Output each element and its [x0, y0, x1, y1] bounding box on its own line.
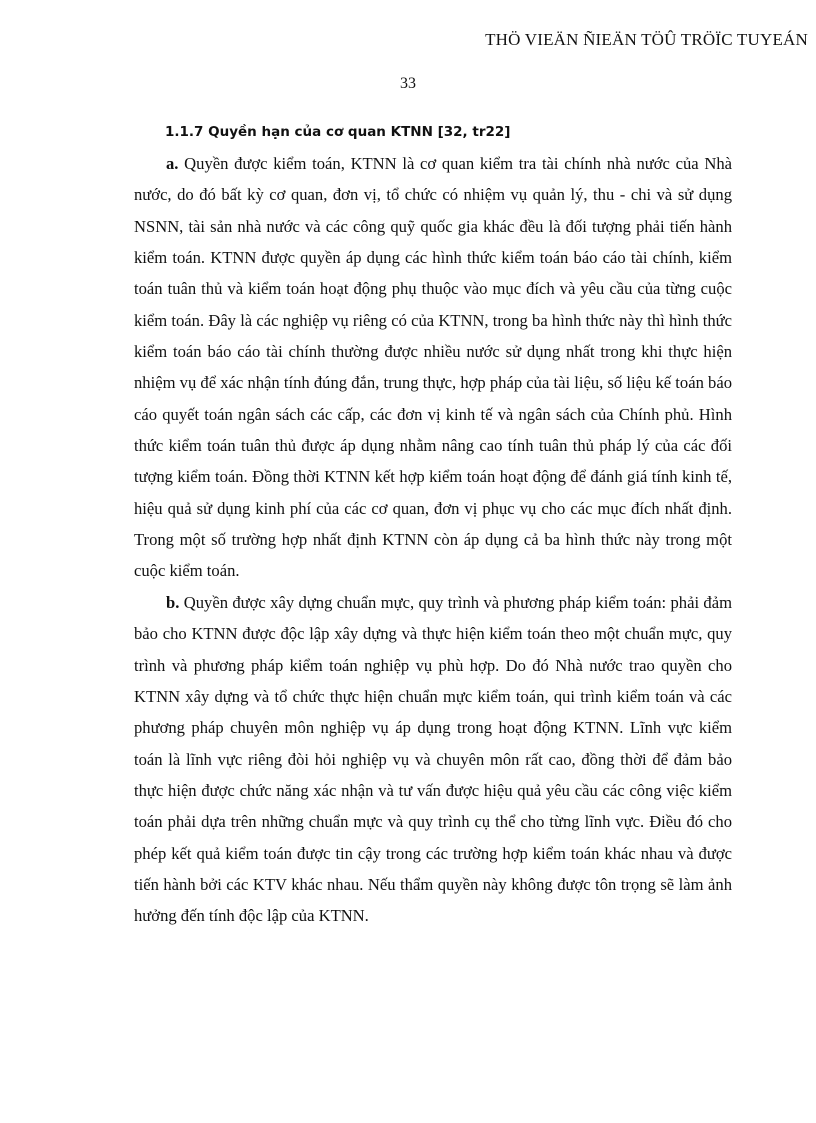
paragraph-b-text: Quyền được xây dựng chuẩn mực, quy trình và phương pháp kiểm toán: phải đảm bảo cho KTNN được độc lập xây dựng và thực hiện kiểm toán theo một chuẩn mực, quy trình và phương pháp kiểm toán nghiệp vụ phù hợp. Do đó Nhà nước trao quyền cho KTNN xây dựng và tổ chức thực hiện chuẩn mực kiểm toán, qui trình kiểm toán và các phương pháp chuyên môn nghiệp vụ áp dụng trong hoạt động KTNN. Lĩnh vực kiểm toán là lĩnh vực riêng đòi hỏi nghiệp vụ và chuyên môn rất cao, đồng thời để đảm bảo thực hiện được chức năng xác nhận và tư vấn được hiệu quả yêu cầu các công việc kiểm toán phải dựa trên những chuẩn mực và quy trình cụ thể cho từng lĩnh vực. Điều đó cho phép kết quả kiểm toán được tin cậy trong các trường hợp kiểm toán khác nhau và được tiến hành bởi các KTV khác nhau. Nếu thẩm quyền này không được tôn trọng sẽ làm ảnh hưởng đến tính độc lập của KTNN. [134, 592, 732, 926]
paragraph-b [134, 587, 732, 932]
document-body [134, 148, 732, 932]
paragraph-a-text: Quyền được kiểm toán, KTNN là cơ quan kiểm tra tài chính nhà nước của Nhà nước, do đó bất kỳ cơ quan, đơn vị, tổ chức có nhiệm vụ quản lý, thu - chi và sử dụng NSNN, tài sản nhà nước và các công quỹ quốc gia khác đều là đối tượng phải tiến hành kiểm toán. KTNN được quyền áp dụng các hình thức kiểm toán báo cáo tài chính, kiểm toán tuân thủ và kiểm toán hoạt động phụ thuộc vào mục đích và yêu cầu của từng cuộc kiểm toán. Đây là các nghiệp vụ riêng có của KTNN, trong ba hình thức này thì hình thức kiểm toán báo cáo tài chính thường được nhiều nước sử dụng nhất trong khi thực hiện nhiệm vụ để xác nhận tính đúng đắn, trung thực, hợp pháp của tài liệu, số liệu kế toán báo cáo quyết toán ngân sách các cấp, các đơn vị kinh tế và ngân sách của Chính phủ. Hình thức kiểm toán tuân thủ được áp dụng nhằm nâng cao tính tuân thủ pháp lý của các đối tượng kiểm toán. Đồng thời KTNN kết hợp kiểm toán hoạt động để đánh giá tính kinh tế, hiệu quả sử dụng kinh phí của các cơ quan, đơn vị phục vụ cho các mục đích nhất định. Trong một số trường hợp nhất định KTNN còn áp dụng cả ba hình thức này trong một cuộc kiểm toán. [134, 154, 732, 581]
running-header: THÖ VIEÄN ÑIEÄN TÖÛ TRÖÏC TUYEÁN [485, 30, 808, 49]
paragraph-a [134, 148, 732, 587]
paragraph-b-label: b. [166, 592, 180, 612]
section-heading: 1.1.7 Quyền hạn của cơ quan KTNN [32, tr22] [165, 124, 511, 140]
paragraph-a-label: a. [166, 154, 179, 173]
page-number: 33 [400, 75, 416, 92]
